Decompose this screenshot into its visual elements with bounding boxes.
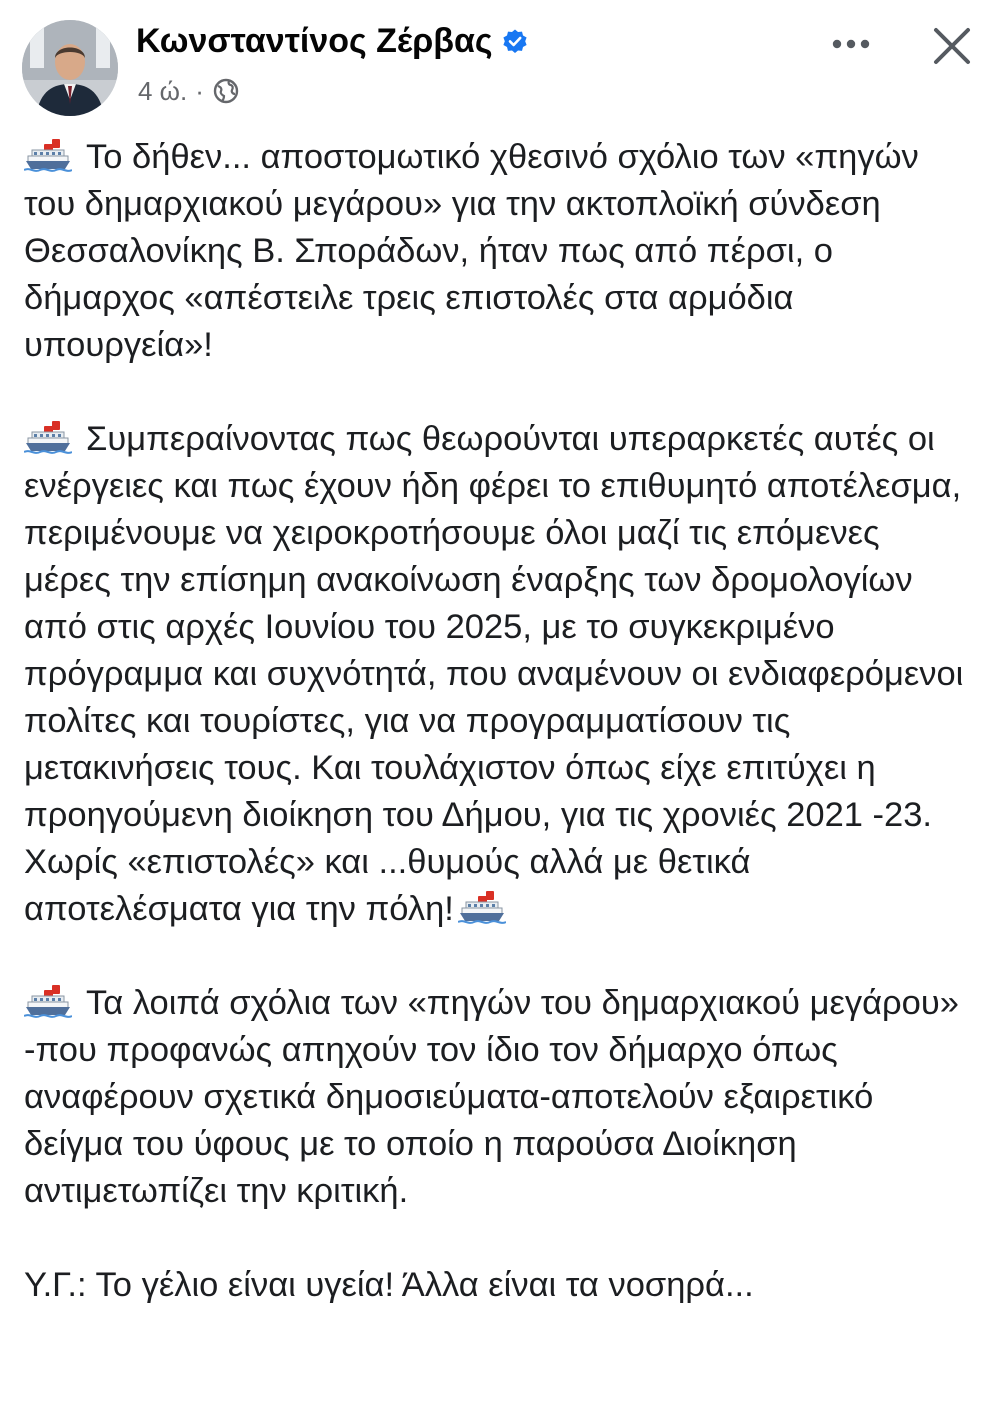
verified-badge-icon — [501, 26, 529, 54]
timestamp[interactable]: 4 ώ. — [138, 76, 188, 106]
post-header — [0, 0, 990, 130]
cruise-ship-icon — [24, 984, 72, 1018]
paragraph-text: Συμπεραίνοντας πως θεωρούνται υπεραρκετές αυτές οι ενέργειες και πως έχουν ήδη φέρει το επιθυμητό αποτέλεσμα, περιμένουμε να χειροκροτήσουμε όλοι μαζί τις επόμενες μέρες την επίσημη ανακοίνωση έναρξης των δρομολογίων από στις αρχές Ιουνίου του 2025, με το συγκεκριμένο πρόγραμμα και συχνότητά, που αναμένουν οι ενδιαφερόμενοι πολίτες και τουρίστες, για να προγραμματίσουν τις μετακινήσεις τους. Και τουλάχιστον όπως είχε επιτύχει η προηγούμενη διοίκηση του Δήμου, για τις χρονιές 2021 -23. Χωρίς «επιστολές» και ...θυμούς αλλά με θετικά αποτελέσματα για την πόλη! — [24, 420, 964, 928]
paragraph-text: Το δήθεν... αποστομωτικό χθεσινό σχόλιο των «πηγών του δημαρχιακού μεγάρου» για την ακτοπλοϊκή σύνδεση Θεσσαλονίκης Β. Σποράδων, ήταν πως από πέρσι, ο δήμαρχος «απέστειλε τρεις επιστολές στα αρμόδια υπουργεία»! — [24, 138, 919, 364]
author-name-text[interactable]: Κωνσταντίνος Ζέρβας — [136, 22, 493, 60]
more-icon — [831, 38, 871, 50]
more-options-button[interactable] — [826, 28, 876, 60]
post-body — [24, 134, 974, 1309]
cruise-ship-icon — [24, 420, 72, 454]
avatar[interactable] — [22, 20, 118, 116]
post-paragraph — [24, 416, 974, 933]
cruise-ship-icon — [24, 138, 72, 172]
globe-icon — [212, 77, 240, 105]
post-paragraph — [24, 1262, 974, 1309]
post-paragraph — [24, 980, 974, 1215]
close-button[interactable] — [928, 22, 976, 70]
post-meta — [138, 76, 240, 107]
cruise-ship-icon — [458, 890, 506, 924]
post-paragraph — [24, 134, 974, 369]
paragraph-text: Τα λοιπά σχόλια των «πηγών του δημαρχιακού μεγάρου» -που προφανώς απηχούν τον ίδιο τον δήμαρχο όπως αναφέρουν σχετικά δημοσιεύματα-αποτελούν εξαιρετικό δείγμα του ύφους με το οποίο η παρούσα Διοίκηση αντιμετωπίζει την κριτική. — [24, 984, 959, 1210]
close-icon — [928, 22, 976, 70]
paragraph-text: Υ.Γ.: Το γέλιο είναι υγεία! Άλλα είναι τα νοσηρά... — [24, 1266, 754, 1304]
author-name[interactable] — [136, 22, 529, 61]
meta-separator: · — [195, 76, 204, 106]
